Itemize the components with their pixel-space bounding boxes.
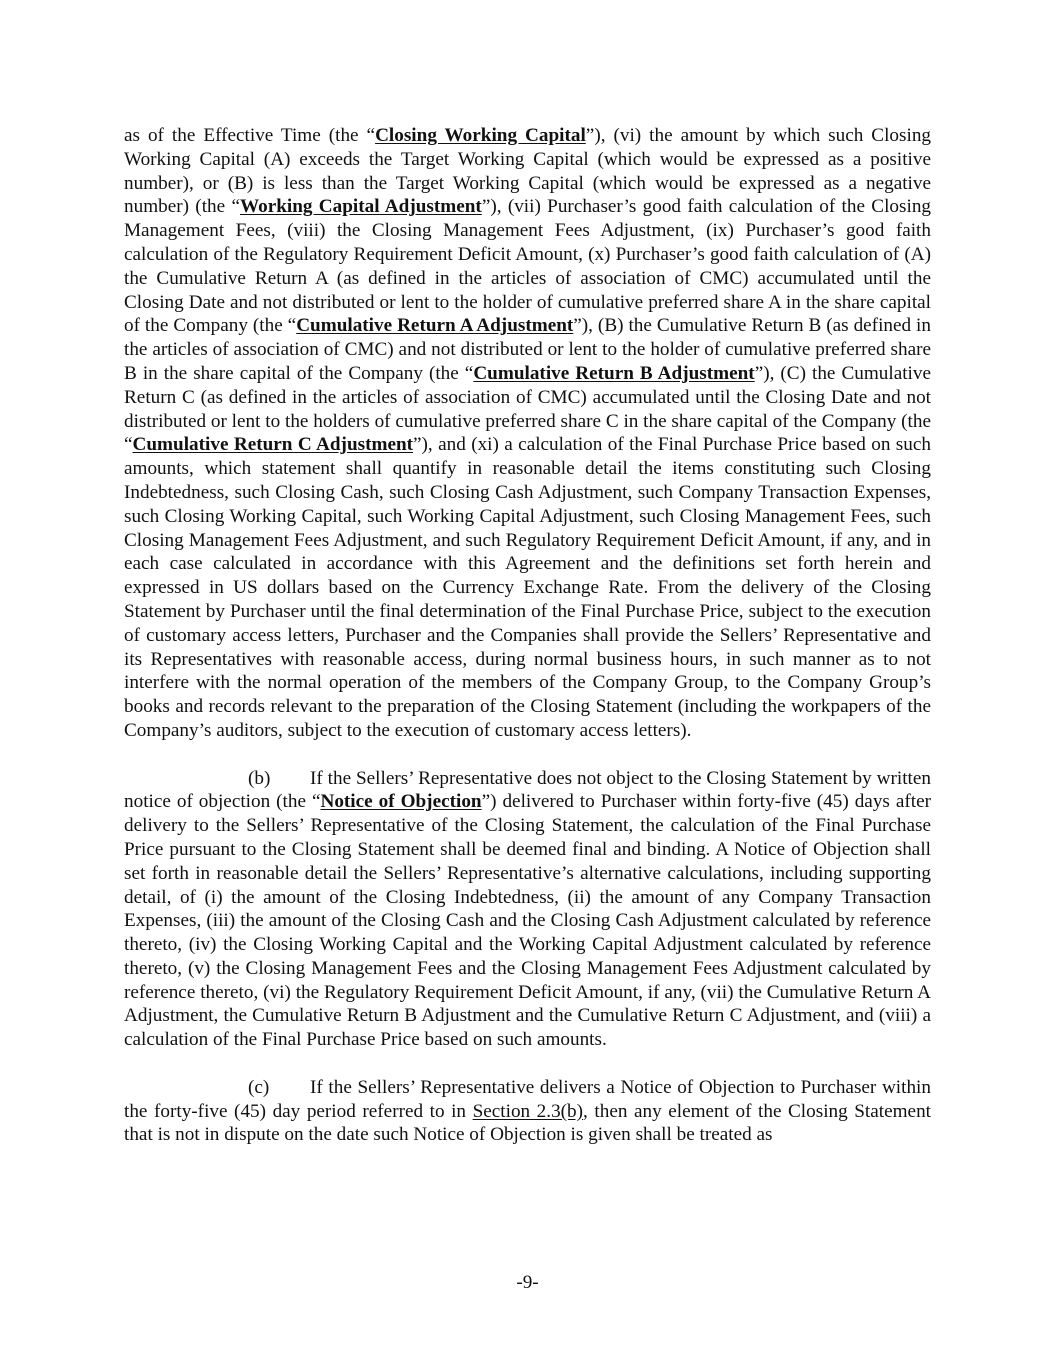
text: ”), and (xi) a calculation of the Final Purchase Price based on such amounts, which statement shall quantify in reasonable detail the items constituting such Closing Indebtedness, such Closing Cash, such Closing Cash Adjustment, such Company Transaction Expenses, such Closing Working Capital, such Working Capital Adjustment, such Closing Management Fees, such Closing Management Fees Adjustment, and such Regulatory Requirement Deficit Amount, if any, and in each case calculated in accordance with this Agreement and the definitions set forth herein and expressed in US dollars based on the Currency Exchange Rate. From the delivery of the Closing Statement by Purchaser until the final determination of the Final Purchase Price, subject to the execution of customary access letters, Purchaser and the Companies shall provide the Sellers’ Representative and its Representatives with reasonable access, during normal business hours, in such manner as to not interfere with the normal operation of the members of the Company Group, to the Company Group’s books and records relevant to the preparation of the Closing Statement (including the workpapers of the Company’s auditors, subject to the execution of customary access letters). [124, 434, 931, 741]
document-page [124, 124, 931, 1147]
defined-term-cumulative-return-b-adjustment: Cumulative Return B Adjustment [473, 362, 755, 384]
defined-term-closing-working-capital: Closing Working Capital [375, 125, 586, 146]
paragraph-c [124, 1076, 931, 1147]
paragraph-a-continued [124, 124, 931, 743]
page-number: -9- [516, 1272, 539, 1293]
text: If the Sellers’ Representative delivers a Notice of Objection to Purchaser within the forty-five (45) day period referred to in [124, 1076, 931, 1122]
paragraph-label: (b) [248, 767, 271, 789]
paragraph-b [124, 767, 931, 1053]
text: ”), (vi) the amount by which such Closing Working Capital (A) exceeds the Target Working Capital (which would be expressed as a positive number), or (B) is less than the Target Working Capital (which would be expressed as a negative number) (the “ [124, 125, 932, 218]
text: , then any element of the Closing Statement that is not in dispute on the date such Notice of Objection is given shall be treated as [124, 1100, 931, 1146]
text: ”), (B) the Cumulative Return B (as defined in the articles of association of CMC) and not distributed or lent to the holder of cumulative preferred share B in the share capital of the Company (the “ [124, 315, 931, 384]
text: ”), (C) the Cumulative Return C (as defined in the articles of association of CMC) accumulated until the Closing Date and not distributed or lent to the holders of cumulative preferred share C in the share capital of the Company (the “ [124, 362, 931, 456]
defined-term-working-capital-adjustment: Working Capital Adjustment [239, 196, 482, 218]
defined-term-cumulative-return-a-adjustment: Cumulative Return A Adjustment [296, 315, 574, 337]
paragraph-label: (c) [248, 1076, 270, 1098]
defined-term-cumulative-return-c-adjustment: Cumulative Return C Adjustment [132, 434, 414, 456]
text: ”) delivered to Purchaser within forty-five (45) days after delivery to the Sellers’ Representative of the Closing Statement, the calculation of the Final Purchase Price pursuant to the Closing Statement shall be deemed final and binding. A Notice of Objection shall set forth in reasonable detail the Sellers’ Representative’s alternative calculations, including supporting detail, of (i) the amount of the Closing Indebtedness, (ii) the amount of any Company Transaction Expenses, (iii) the amount of the Closing Cash and the Closing Cash Adjustment calculated by reference thereto, (iv) the Closing Working Capital and the Working Capital Adjustment calculated by reference thereto, (v) the Closing Management Fees and the Closing Management Fees Adjustment calculated by reference thereto, (vi) the Regulatory Requirement Deficit Amount, if any, (vii) the Cumulative Return A Adjustment, the Cumulative Return B Adjustment and the Cumulative Return C Adjustment, and (viii) a calculation of the Final Purchase Price based on such amounts. [124, 791, 931, 1051]
text: as of the Effective Time (the “ [124, 125, 376, 146]
text: If the Sellers’ Representative does not object to the Closing Statement by written notice of objection (the “ [124, 767, 931, 813]
defined-term-notice-of-objection: Notice of Objection [320, 791, 482, 813]
section-cross-reference: Section 2.3(b) [472, 1100, 584, 1122]
text: ”), (vii) Purchaser’s good faith calculation of the Closing Management Fees, (viii) the Closing Management Fees Adjustment, (ix) Purchaser’s good faith calculation of the Regulatory Requirement Deficit Amount, (x) Purchaser’s good faith calculation of (A) the Cumulative Return A (as defined in the articles of association of CMC) accumulated until the Closing Date and not distributed or lent to the holder of cumulative preferred share A in the share capital of the Company (the “ [124, 196, 932, 337]
